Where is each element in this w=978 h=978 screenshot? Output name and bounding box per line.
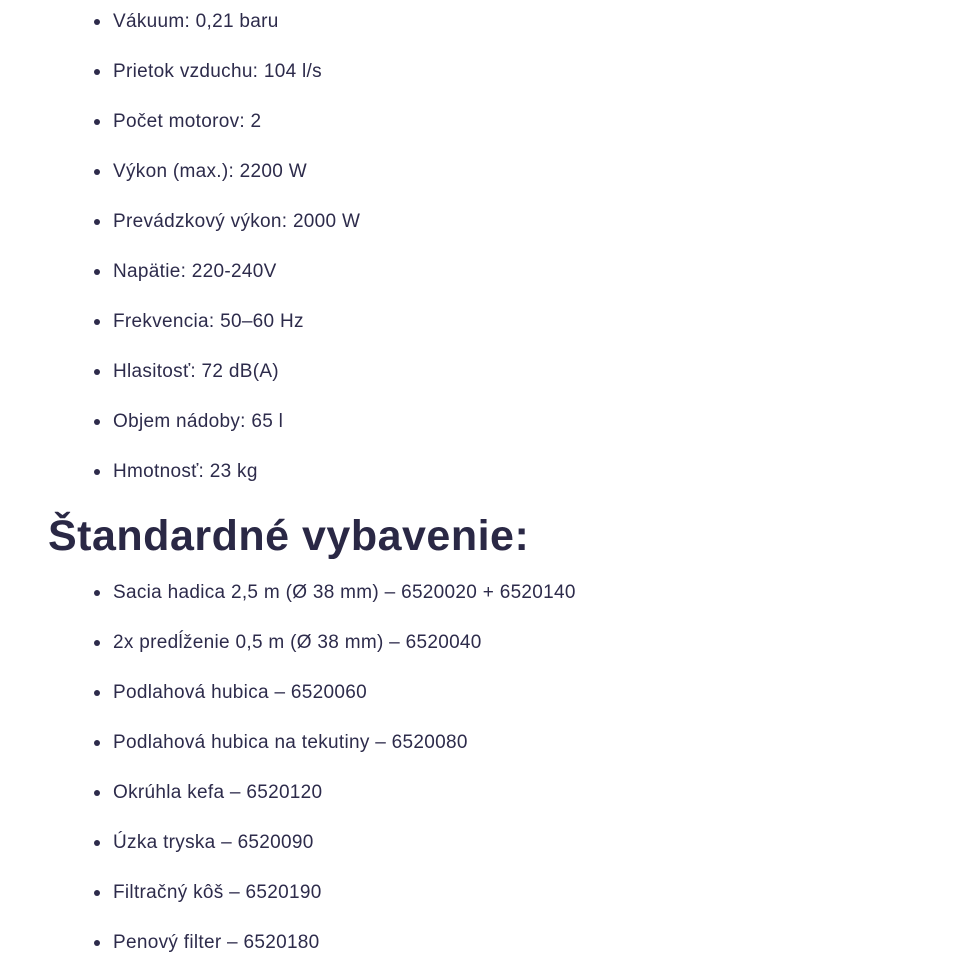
spec-item: Napätie: 220-240V	[113, 260, 978, 284]
equipment-item: Okrúhla kefa – 6520120	[113, 781, 978, 805]
equipment-item: Úzka tryska – 6520090	[113, 831, 978, 855]
equipment-item: 2x predĺženie 0,5 m (Ø 38 mm) – 6520040	[113, 631, 978, 655]
equipment-item: Filtračný kôš – 6520190	[113, 881, 978, 905]
spec-item: Hlasitosť: 72 dB(A)	[113, 360, 978, 384]
spec-item: Vákuum: 0,21 baru	[113, 10, 978, 34]
section-heading: Štandardné vybavenie:	[48, 512, 530, 560]
equipment-item: Podlahová hubica – 6520060	[113, 681, 978, 705]
equipment-item: Penový filter – 6520180	[113, 931, 978, 955]
spec-item: Objem nádoby: 65 l	[113, 410, 978, 434]
equipment-item: Sacia hadica 2,5 m (Ø 38 mm) – 6520020 + 6520140	[113, 581, 978, 605]
spec-item: Prietok vzduchu: 104 l/s	[113, 60, 978, 84]
spec-item: Výkon (max.): 2200 W	[113, 160, 978, 184]
spec-item: Hmotnosť: 23 kg	[113, 460, 978, 484]
spec-item: Frekvencia: 50–60 Hz	[113, 310, 978, 334]
equipment-list	[0, 581, 978, 955]
spec-item: Počet motorov: 2	[113, 110, 978, 134]
spec-list	[0, 0, 978, 484]
equipment-item: Podlahová hubica na tekutiny – 6520080	[113, 731, 978, 755]
spec-item: Prevádzkový výkon: 2000 W	[113, 210, 978, 234]
